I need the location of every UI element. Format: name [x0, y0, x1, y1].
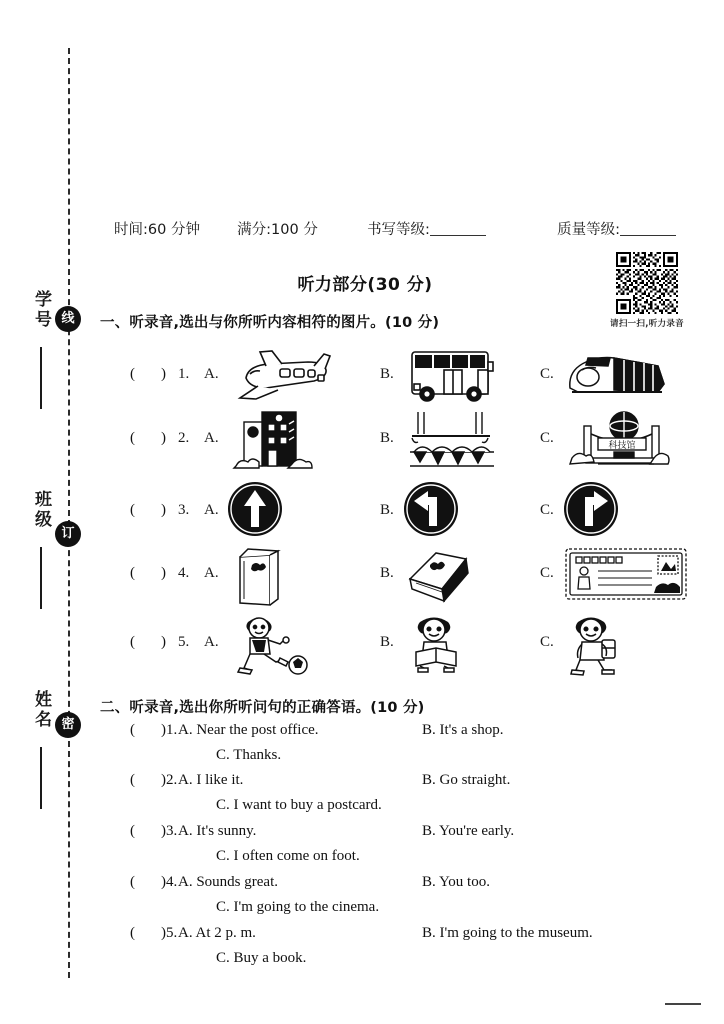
option-c-text[interactable]: C. Thanks.	[216, 747, 282, 763]
field-name-label: 姓名	[31, 690, 51, 730]
go-straight-sign-icon	[226, 480, 284, 538]
seal-badge-xian: 线	[55, 306, 81, 332]
answer-bracket[interactable]: ( )	[130, 366, 166, 382]
question-number: 2.	[178, 430, 190, 446]
answer-bracket[interactable]: ( )	[130, 565, 166, 581]
option-b-label: B.	[380, 366, 394, 382]
time-limit-label: 时间:60 分钟	[114, 222, 200, 238]
answer-bracket[interactable]: ( )2.	[130, 772, 178, 788]
option-b-text[interactable]: B. Go straight.	[422, 772, 511, 788]
question-row-2-4	[100, 874, 712, 924]
option-a-text[interactable]: A. Near the post office.	[178, 722, 319, 738]
field-class-rule[interactable]	[40, 547, 43, 609]
field-student-number-rule[interactable]	[40, 347, 43, 409]
science-museum-icon	[562, 408, 672, 476]
field-class-label: 班级	[31, 490, 51, 530]
field-name	[14, 690, 54, 809]
question-number: 5.	[178, 634, 190, 650]
option-b-label: B.	[380, 634, 394, 650]
answer-bracket[interactable]: ( )4.	[130, 874, 178, 890]
option-c-text[interactable]: C. I'm going to the cinema.	[216, 899, 380, 915]
hospital-building-icon	[226, 408, 316, 476]
svg-text:科技馆: 科技馆	[608, 441, 636, 451]
option-a-label: A.	[204, 366, 219, 382]
turn-left-sign-icon	[402, 480, 460, 538]
option-a-text[interactable]: A. At 2 p. m.	[178, 925, 256, 941]
book-lying-icon	[402, 543, 478, 609]
field-name-rule[interactable]	[40, 747, 43, 809]
option-b-text[interactable]: B. You too.	[422, 874, 490, 890]
question-row-1-2	[100, 408, 712, 472]
total-score-label: 满分:100 分	[237, 222, 318, 238]
question-row-2-2	[100, 772, 712, 822]
seal-badge-mi: 密	[55, 712, 81, 738]
boy-with-backpack-icon	[562, 612, 632, 676]
field-student-number	[14, 290, 54, 409]
answer-bracket[interactable]: ( )1.	[130, 722, 178, 738]
qr-caption: 请扫一扫,听力录音	[610, 319, 684, 329]
postcard-icon	[562, 543, 692, 607]
question-row-1-5	[100, 612, 712, 676]
content-column	[100, 0, 712, 1024]
option-b-label: B.	[380, 502, 394, 518]
page-footer-rule	[665, 1003, 701, 1005]
handwriting-grade-blank[interactable]	[430, 235, 486, 236]
quality-grade-label: 质量等级:	[557, 222, 621, 238]
exam-meta-row	[114, 218, 710, 239]
question-row-2-5	[100, 925, 712, 975]
question-row-2-1	[100, 722, 712, 772]
option-a-label: A.	[204, 430, 219, 446]
option-b-label: B.	[380, 430, 394, 446]
question-row-2-3	[100, 823, 712, 873]
answer-bracket[interactable]: ( )	[130, 430, 166, 446]
boy-playing-football-icon	[226, 612, 312, 676]
book-standing-icon	[226, 543, 288, 609]
question-number: 4.	[178, 565, 190, 581]
option-c-text[interactable]: C. I want to buy a postcard.	[216, 797, 382, 813]
option-b-text[interactable]: B. You're early.	[422, 823, 515, 839]
question-number: 1.	[178, 366, 190, 382]
train-icon	[562, 344, 672, 406]
option-b-label: B.	[380, 565, 394, 581]
question-row-1-4	[100, 543, 712, 607]
field-student-number-label: 学号	[31, 290, 51, 330]
option-a-text[interactable]: A. It's sunny.	[178, 823, 257, 839]
turn-right-sign-icon	[562, 480, 620, 538]
option-a-text[interactable]: A. Sounds great.	[178, 874, 278, 890]
option-c-text[interactable]: C. Buy a book.	[216, 950, 307, 966]
boy-reading-book-icon	[402, 612, 470, 676]
airplane-icon	[226, 344, 336, 406]
bridge-icon	[402, 408, 502, 476]
seal-dashed-line	[68, 48, 70, 978]
option-c-label: C.	[540, 502, 554, 518]
answer-bracket[interactable]: ( )5.	[130, 925, 178, 941]
option-a-label: A.	[204, 634, 219, 650]
answer-bracket[interactable]: ( )	[130, 502, 166, 518]
question-row-1-1	[100, 344, 712, 408]
option-c-label: C.	[540, 634, 554, 650]
answer-bracket[interactable]: ( )	[130, 634, 166, 650]
option-c-label: C.	[540, 430, 554, 446]
option-a-text[interactable]: A. I like it.	[178, 772, 244, 788]
answer-bracket[interactable]: ( )3.	[130, 823, 178, 839]
option-c-label: C.	[540, 366, 554, 382]
option-b-text[interactable]: B. It's a shop.	[422, 722, 504, 738]
option-a-label: A.	[204, 565, 219, 581]
field-class	[14, 490, 54, 609]
option-a-label: A.	[204, 502, 219, 518]
section-1-heading: 一、听录音,选出与你所听内容相符的图片。(10 分)	[100, 315, 440, 331]
option-b-text[interactable]: B. I'm going to the museum.	[422, 925, 593, 941]
option-c-text[interactable]: C. I often come on foot.	[216, 848, 360, 864]
handwriting-grade-label: 书写等级:	[367, 222, 430, 238]
question-number: 3.	[178, 502, 190, 518]
option-c-label: C.	[540, 565, 554, 581]
question-row-1-3	[100, 480, 712, 544]
bus-icon	[402, 344, 502, 406]
quality-grade-blank[interactable]	[620, 235, 676, 236]
part-title-listening: 听力部分(30 分)	[297, 275, 433, 295]
section-2-heading: 二、听录音,选出你所听问句的正确答语。(10 分)	[100, 700, 425, 716]
seal-badge-ding: 订	[55, 521, 81, 547]
